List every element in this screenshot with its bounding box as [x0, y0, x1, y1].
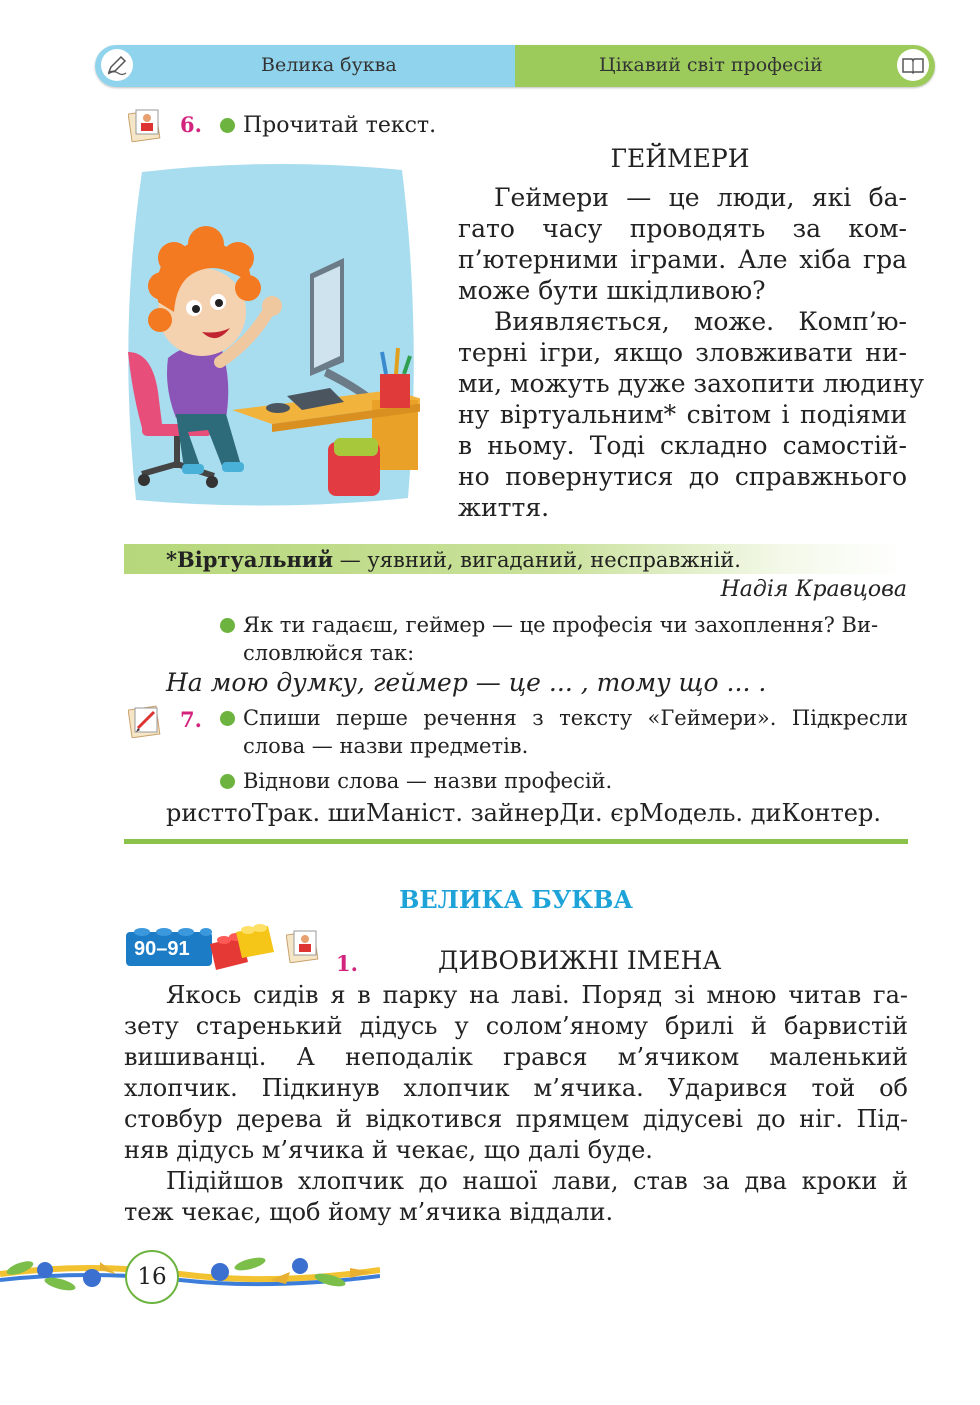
reading-task-icon: [286, 927, 320, 967]
story-line: Підійшов хлопчик до нашої лави, став за два кроки й: [166, 1167, 908, 1195]
floral-ornament: [0, 1244, 380, 1304]
story-line: зету старенький дідусь у солом’яному брилі й барвистій: [124, 1012, 908, 1040]
story-line: Якось сидів я в парку на лаві. Поряд зі мною читав га-: [166, 981, 908, 1009]
footnote-text: — уявний, вигаданий, несправжній.: [333, 548, 741, 572]
header-right-title: Цікавий світ професій: [599, 54, 823, 76]
paragraph-line: в ньому. Тоді складно самостій-: [458, 431, 907, 460]
paragraph-line: ну віртуальним* світом і подіями: [458, 400, 907, 429]
gamers-paragraph: [458, 182, 924, 523]
paragraph-line: п’ютерними іграми. Але хіба гра: [458, 245, 907, 274]
header-left-section: [95, 45, 515, 87]
header-left-title: Велика буква: [261, 54, 397, 76]
story-line: хлопчик. Підкинув хлопчик м’ячика. Ударився той об: [124, 1074, 908, 1102]
footnote-definition: [166, 546, 741, 574]
question-line: Як ти гадаєш, геймер — це професія чи захоплення? Ви-: [243, 613, 879, 637]
answer-template: На мою думку, геймер — це ... , тому що ... .: [166, 668, 767, 697]
paragraph-line: може бути шкідливою?: [458, 276, 766, 305]
paragraph-line: терні ігри, якщо зловживати ни-: [458, 338, 907, 367]
page-range-badge: 90–91: [134, 938, 190, 960]
paragraph-line: ми, можуть дуже захопити людину: [458, 369, 924, 398]
footnote-term: *Віртуальний: [166, 547, 334, 572]
gamer-boy-illustration: [122, 162, 420, 510]
page-header: [95, 45, 935, 87]
open-book-icon: [897, 49, 929, 81]
text-title-geimery: ГЕЙМЕРИ: [610, 144, 750, 173]
task-number-1: 1.: [336, 951, 358, 976]
story-title: ДИВОВИЖНІ ІМЕНА: [438, 946, 722, 975]
bullet-dot-icon: [220, 711, 235, 726]
bullet-dot-icon: [220, 118, 235, 133]
scrambled-words: ристтоТрак. шиМаніст. зайнерДи. єрМодель. диКонтер.: [166, 799, 881, 827]
section-divider: [124, 839, 908, 844]
paragraph-line: но повернутися до справжнього: [458, 462, 907, 491]
paragraph-line: життя.: [458, 493, 550, 522]
story-line: вишиванці. А неподалік грався м’ячиком маленький: [124, 1043, 908, 1071]
bullet-dot-icon: [220, 618, 235, 633]
story-line: стовбур дерева й відкотився прямцем дідусеві до ніг. Під-: [124, 1105, 908, 1133]
task-number-7: 7.: [180, 707, 202, 732]
paragraph-line: гато часу проводять за ком-: [458, 214, 907, 243]
pen-writing-icon: [101, 49, 133, 81]
paragraph-line: Геймери — це люди, які ба-: [494, 183, 907, 212]
section-title: ВЕЛИКА БУКВА: [399, 885, 633, 914]
task6-instruction: Прочитай текст.: [220, 110, 436, 141]
reading-task-icon: [128, 106, 162, 146]
task7-line: Спиши перше речення з тексту «Геймери». Підкресли: [243, 706, 908, 730]
header-right-section: [515, 45, 935, 87]
task7-line: слова — назви предметів.: [243, 734, 529, 758]
paragraph-line: Виявляється, може. Комп’ю-: [494, 307, 907, 336]
writing-task-icon: [128, 702, 162, 742]
bullet-dot-icon: [220, 774, 235, 789]
lego-bricks-badge: [124, 922, 276, 972]
page-number: 16: [125, 1250, 179, 1304]
question-line: словлюйся так:: [243, 641, 415, 665]
task-number-6: 6.: [180, 112, 202, 137]
task7-instruction: [220, 704, 908, 760]
story-text: [124, 980, 908, 1228]
story-line: няв дідусь м’ячика й чекає, що далі буде.: [124, 1136, 653, 1164]
author-name: Надія Кравцова: [720, 577, 907, 602]
task7-instruction2: Віднови слова — назви професій.: [220, 767, 612, 795]
story-line: теж чекає, щоб йому м’ячика віддали.: [124, 1198, 614, 1226]
opinion-question: [220, 611, 908, 667]
